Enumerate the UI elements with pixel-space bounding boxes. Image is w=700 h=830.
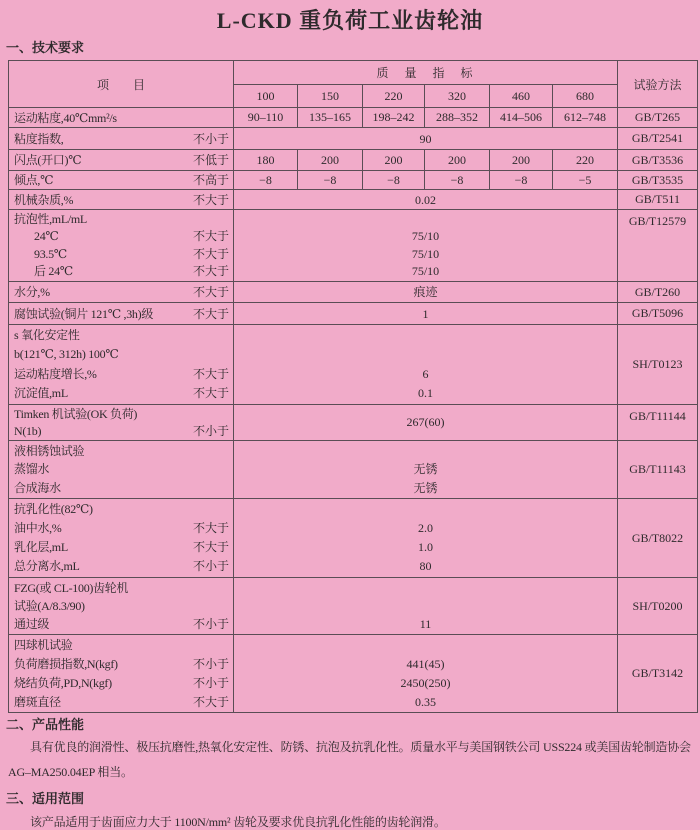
item-label: 磨斑直径 — [14, 694, 61, 709]
item-limit: 不大于 — [192, 694, 229, 709]
item-label: s 氧化安定性 — [14, 327, 80, 342]
table-row — [9, 325, 698, 405]
item-cell — [9, 282, 234, 303]
item-label: 粘度指数, — [14, 131, 64, 146]
value-cell — [234, 635, 618, 713]
value — [234, 211, 617, 229]
grade-value: 612–748 — [553, 108, 618, 128]
item-limit: 不小于 — [192, 675, 229, 690]
test-method: GB/T11144 — [618, 405, 698, 441]
item-line — [14, 693, 229, 712]
item-cell — [9, 441, 234, 499]
item-line — [14, 406, 229, 423]
value: 75/10 — [411, 264, 440, 278]
item-line — [14, 423, 229, 440]
value: 痕迹 — [413, 284, 438, 299]
table-row — [9, 499, 698, 578]
item-label: Timken 机试验(OK 负荷) — [14, 406, 138, 421]
grade-value: −5 — [553, 171, 618, 190]
item-line — [14, 557, 229, 576]
table-row — [9, 405, 698, 441]
application-text: 该产品适用于齿面应力大于 1100N/mm² 齿轮及要求优良抗乳化性能的齿轮润滑。 — [30, 815, 446, 829]
item-label: 腐蚀试验(铜片 121℃ ,3h)级 — [14, 306, 154, 321]
item-limit: 不小于 — [192, 656, 229, 671]
value: 267(60) — [406, 415, 445, 429]
grade-header: 320 — [425, 85, 490, 108]
item-limit: 不大于 — [192, 306, 229, 321]
item-line — [14, 615, 229, 633]
value: 0.1 — [418, 386, 433, 400]
value: 90 — [419, 131, 432, 146]
value-cell — [234, 441, 618, 499]
grade-value: −8 — [298, 171, 363, 190]
item-line — [14, 655, 229, 674]
table-row — [9, 210, 698, 282]
item-cell — [9, 635, 234, 713]
value — [234, 326, 617, 346]
value: 75/10 — [411, 229, 440, 243]
item-label: FZG(或 CL-100)齿轮机 — [14, 580, 129, 595]
item-label: 试验(A/8.3/90) — [14, 598, 85, 613]
item-line — [14, 384, 229, 404]
item-line — [14, 500, 229, 519]
value — [234, 442, 617, 461]
item-line — [14, 597, 229, 615]
item-label: 负荷磨损指数,N(kgf) — [14, 656, 118, 671]
item-label: 运动粘度,40℃mm²/s — [14, 110, 117, 125]
item-label: 抗泡性,mL/mL — [14, 211, 87, 226]
item-line — [14, 636, 229, 655]
section-heading-requirements: 一、技术要求 — [6, 40, 85, 55]
item-cell — [9, 171, 234, 190]
item-line — [14, 283, 229, 302]
value-cell — [234, 405, 618, 441]
value-cell — [234, 282, 618, 303]
value-cell — [234, 578, 618, 635]
item-limit: 不大于 — [192, 264, 229, 278]
document-title: L-CKD 重负荷工业齿轮油 — [216, 8, 484, 33]
item-label: 液相锈蚀试验 — [14, 443, 85, 458]
table-row — [9, 190, 698, 210]
item-label: 后 24℃ — [34, 264, 73, 278]
item-label: b(121℃, 312h) 100℃ — [14, 347, 119, 361]
value-cell — [234, 325, 618, 405]
item-label: 蒸馏水 — [14, 462, 50, 477]
grade-value: 200 — [425, 150, 490, 171]
test-method: GB/T2541 — [618, 128, 698, 150]
value: 0.35 — [415, 694, 436, 709]
value: 11 — [419, 617, 432, 632]
item-line — [14, 460, 229, 479]
item-label: 油中水,% — [14, 520, 62, 535]
item-cell — [9, 303, 234, 325]
value: 6 — [422, 366, 429, 381]
grade-header: 150 — [298, 85, 363, 108]
value: 1 — [422, 306, 429, 321]
item-label: 烧结负荷,PD,N(kgf) — [14, 675, 112, 690]
test-method: GB/T8022 — [618, 499, 698, 578]
grade-header: 220 — [363, 85, 425, 108]
item-line — [14, 246, 229, 264]
item-label: 沉淀值,mL — [14, 386, 68, 400]
item-line — [14, 151, 229, 170]
value: 2450(250) — [400, 675, 451, 690]
grade-value: −8 — [425, 171, 490, 190]
table-row — [9, 635, 698, 713]
item-cell — [9, 325, 234, 405]
grade-value: −8 — [490, 171, 553, 190]
item-cell — [9, 190, 234, 210]
value: 80 — [419, 559, 432, 574]
item-label: 运动粘度增长,% — [14, 366, 97, 381]
item-cell — [9, 578, 234, 635]
header-item: 项 目 — [9, 61, 234, 108]
table-row — [9, 303, 698, 325]
grade-value: 198–242 — [363, 108, 425, 128]
item-line — [14, 211, 229, 229]
value-cell — [234, 499, 618, 578]
header-test-method: 试验方法 — [618, 61, 698, 108]
test-method: GB/T11143 — [618, 441, 698, 499]
item-label: 机械杂质,% — [14, 192, 74, 207]
item-label: 总分离水,mL — [14, 559, 80, 574]
value — [234, 345, 617, 365]
grade-header: 100 — [234, 85, 298, 108]
test-method: GB/T3536 — [618, 150, 698, 171]
item-limit: 不大于 — [192, 229, 229, 243]
test-method: GB/T511 — [618, 190, 698, 210]
item-line — [14, 228, 229, 246]
item-limit: 不高于 — [192, 172, 229, 187]
test-method: GB/T12579 — [618, 210, 698, 282]
value: 75/10 — [411, 246, 440, 261]
grade-value: 414–506 — [490, 108, 553, 128]
grade-value: 288–352 — [425, 108, 490, 128]
test-method: GB/T265 — [618, 108, 698, 128]
item-line — [14, 674, 229, 693]
item-label: 四球机试验 — [14, 637, 73, 652]
test-method: GB/T3142 — [618, 635, 698, 713]
item-line — [14, 263, 229, 281]
section-heading-performance: 二、产品性能 — [6, 717, 85, 732]
grade-value: 200 — [363, 150, 425, 171]
grade-value: −8 — [363, 171, 425, 190]
test-method: GB/T3535 — [618, 171, 698, 190]
item-label: 通过级 — [14, 617, 50, 632]
item-line — [14, 442, 229, 461]
grade-value: 90–110 — [234, 108, 298, 128]
item-cell — [9, 150, 234, 171]
item-label: 闪点(开口)℃ — [14, 152, 82, 167]
item-limit: 不大于 — [192, 520, 229, 535]
item-line — [14, 479, 229, 498]
grade-value: 220 — [553, 150, 618, 171]
table-row — [9, 282, 698, 303]
grade-header: 680 — [553, 85, 618, 108]
item-label: 抗乳化性(82℃) — [14, 501, 93, 516]
value-cell — [234, 210, 618, 282]
item-cell — [9, 405, 234, 441]
grade-value: −8 — [234, 171, 298, 190]
table-row — [9, 150, 698, 171]
table-row — [9, 441, 698, 499]
item-line — [14, 109, 229, 127]
value — [234, 500, 617, 519]
value — [234, 597, 617, 615]
grade-value: 180 — [234, 150, 298, 171]
value: 无锈 — [413, 462, 438, 477]
item-label: 93.5℃ — [34, 246, 67, 261]
item-limit: 不大于 — [192, 192, 229, 207]
test-method: GB/T260 — [618, 282, 698, 303]
table-row — [9, 578, 698, 635]
item-line — [14, 326, 229, 346]
item-limit: 不大于 — [192, 366, 229, 381]
performance-text-line1: 具有优良的润滑性、极压抗磨性,热氧化安定性、防锈、抗泡及抗乳化性。质量水平与美国钢铁公司 USS224 或美国齿轮制造协会 — [30, 740, 691, 754]
item-label: 倾点,℃ — [14, 172, 54, 187]
test-method: GB/T5096 — [618, 303, 698, 325]
item-limit: 不小于 — [192, 131, 229, 146]
table-row — [9, 128, 698, 150]
item-label: 24℃ — [34, 229, 59, 243]
grade-value: 135–165 — [298, 108, 363, 128]
item-limit: 不大于 — [192, 386, 229, 400]
value: 1.0 — [418, 540, 433, 554]
item-line — [14, 538, 229, 557]
item-limit: 不大于 — [192, 246, 229, 261]
item-cell — [9, 128, 234, 150]
item-label: 水分,% — [14, 284, 50, 299]
item-cell — [9, 499, 234, 578]
grade-header: 460 — [490, 85, 553, 108]
performance-text-line2: AG–MA250.04EP 相当。 — [8, 765, 133, 779]
item-limit: 不小于 — [192, 559, 229, 574]
item-line — [14, 519, 229, 538]
test-method: SH/T0123 — [618, 325, 698, 405]
item-limit: 不大于 — [192, 284, 229, 299]
value: 无锈 — [413, 480, 438, 495]
item-line — [14, 365, 229, 385]
item-line — [14, 172, 229, 189]
item-cell — [9, 210, 234, 282]
value-cell — [234, 303, 618, 325]
item-limit: 不大于 — [192, 540, 229, 554]
value: 2.0 — [418, 520, 433, 535]
test-method: SH/T0200 — [618, 578, 698, 635]
item-line — [14, 345, 229, 365]
value: 0.02 — [415, 192, 436, 207]
item-line — [14, 304, 229, 324]
grade-value: 200 — [490, 150, 553, 171]
item-limit: 不小于 — [192, 423, 229, 438]
item-cell — [9, 108, 234, 128]
item-label: 合成海水 — [14, 480, 61, 495]
item-line — [14, 191, 229, 209]
spec-table — [8, 60, 698, 713]
item-label: 乳化层,mL — [14, 540, 68, 554]
table-row — [9, 108, 698, 128]
grade-value: 200 — [298, 150, 363, 171]
value — [234, 579, 617, 597]
value-cell — [234, 128, 618, 150]
value — [234, 636, 617, 655]
table-row — [9, 171, 698, 190]
item-limit: 不小于 — [192, 617, 229, 632]
item-line — [14, 129, 229, 149]
item-line — [14, 579, 229, 597]
value: 441(45) — [406, 656, 445, 671]
item-label: N(1b) — [14, 423, 42, 438]
header-quality-index: 质 量 指 标 — [234, 61, 618, 85]
value-cell — [234, 190, 618, 210]
section-heading-application: 三、适用范围 — [6, 791, 85, 806]
item-limit: 不低于 — [192, 152, 229, 167]
